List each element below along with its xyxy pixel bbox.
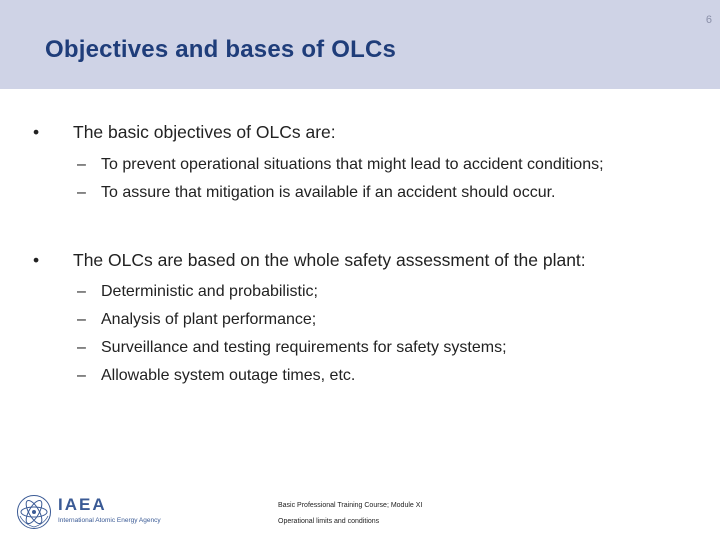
atom-emblem-icon	[16, 494, 52, 530]
sub-text: Deterministic and probabilistic;	[101, 283, 318, 300]
logo-text: IAEA	[58, 495, 107, 514]
bullet-marker: •	[33, 122, 40, 142]
bullet-text: The basic objectives of OLCs are:	[73, 122, 336, 142]
page-number: 6	[705, 14, 712, 26]
slide-header	[0, 0, 720, 89]
sub-marker: –	[77, 339, 86, 356]
footer-course-line: Basic Professional Training Course; Module XI	[278, 502, 423, 509]
sub-marker: –	[77, 311, 86, 328]
slide-title: Objectives and bases of OLCs	[45, 36, 397, 63]
sub-text: To assure that mitigation is available if an accident should occur.	[101, 184, 556, 201]
logo-subtext: International Atomic Energy Agency	[58, 517, 161, 524]
sub-marker: –	[77, 283, 86, 300]
bullet-text: The OLCs are based on the whole safety assessment of the plant:	[73, 250, 586, 270]
sub-text: Allowable system outage times, etc.	[101, 367, 356, 384]
bullet-marker: •	[33, 250, 40, 270]
sub-text: To prevent operational situations that might lead to accident conditions;	[101, 156, 604, 173]
sub-text: Surveillance and testing requirements for safety systems;	[101, 339, 507, 356]
sub-marker: –	[77, 184, 86, 201]
sub-marker: –	[77, 367, 86, 384]
sub-text: Analysis of plant performance;	[101, 311, 317, 328]
sub-marker: –	[77, 156, 86, 173]
iaea-logo	[16, 494, 176, 530]
footer-topic-line: Operational limits and conditions	[278, 518, 380, 525]
